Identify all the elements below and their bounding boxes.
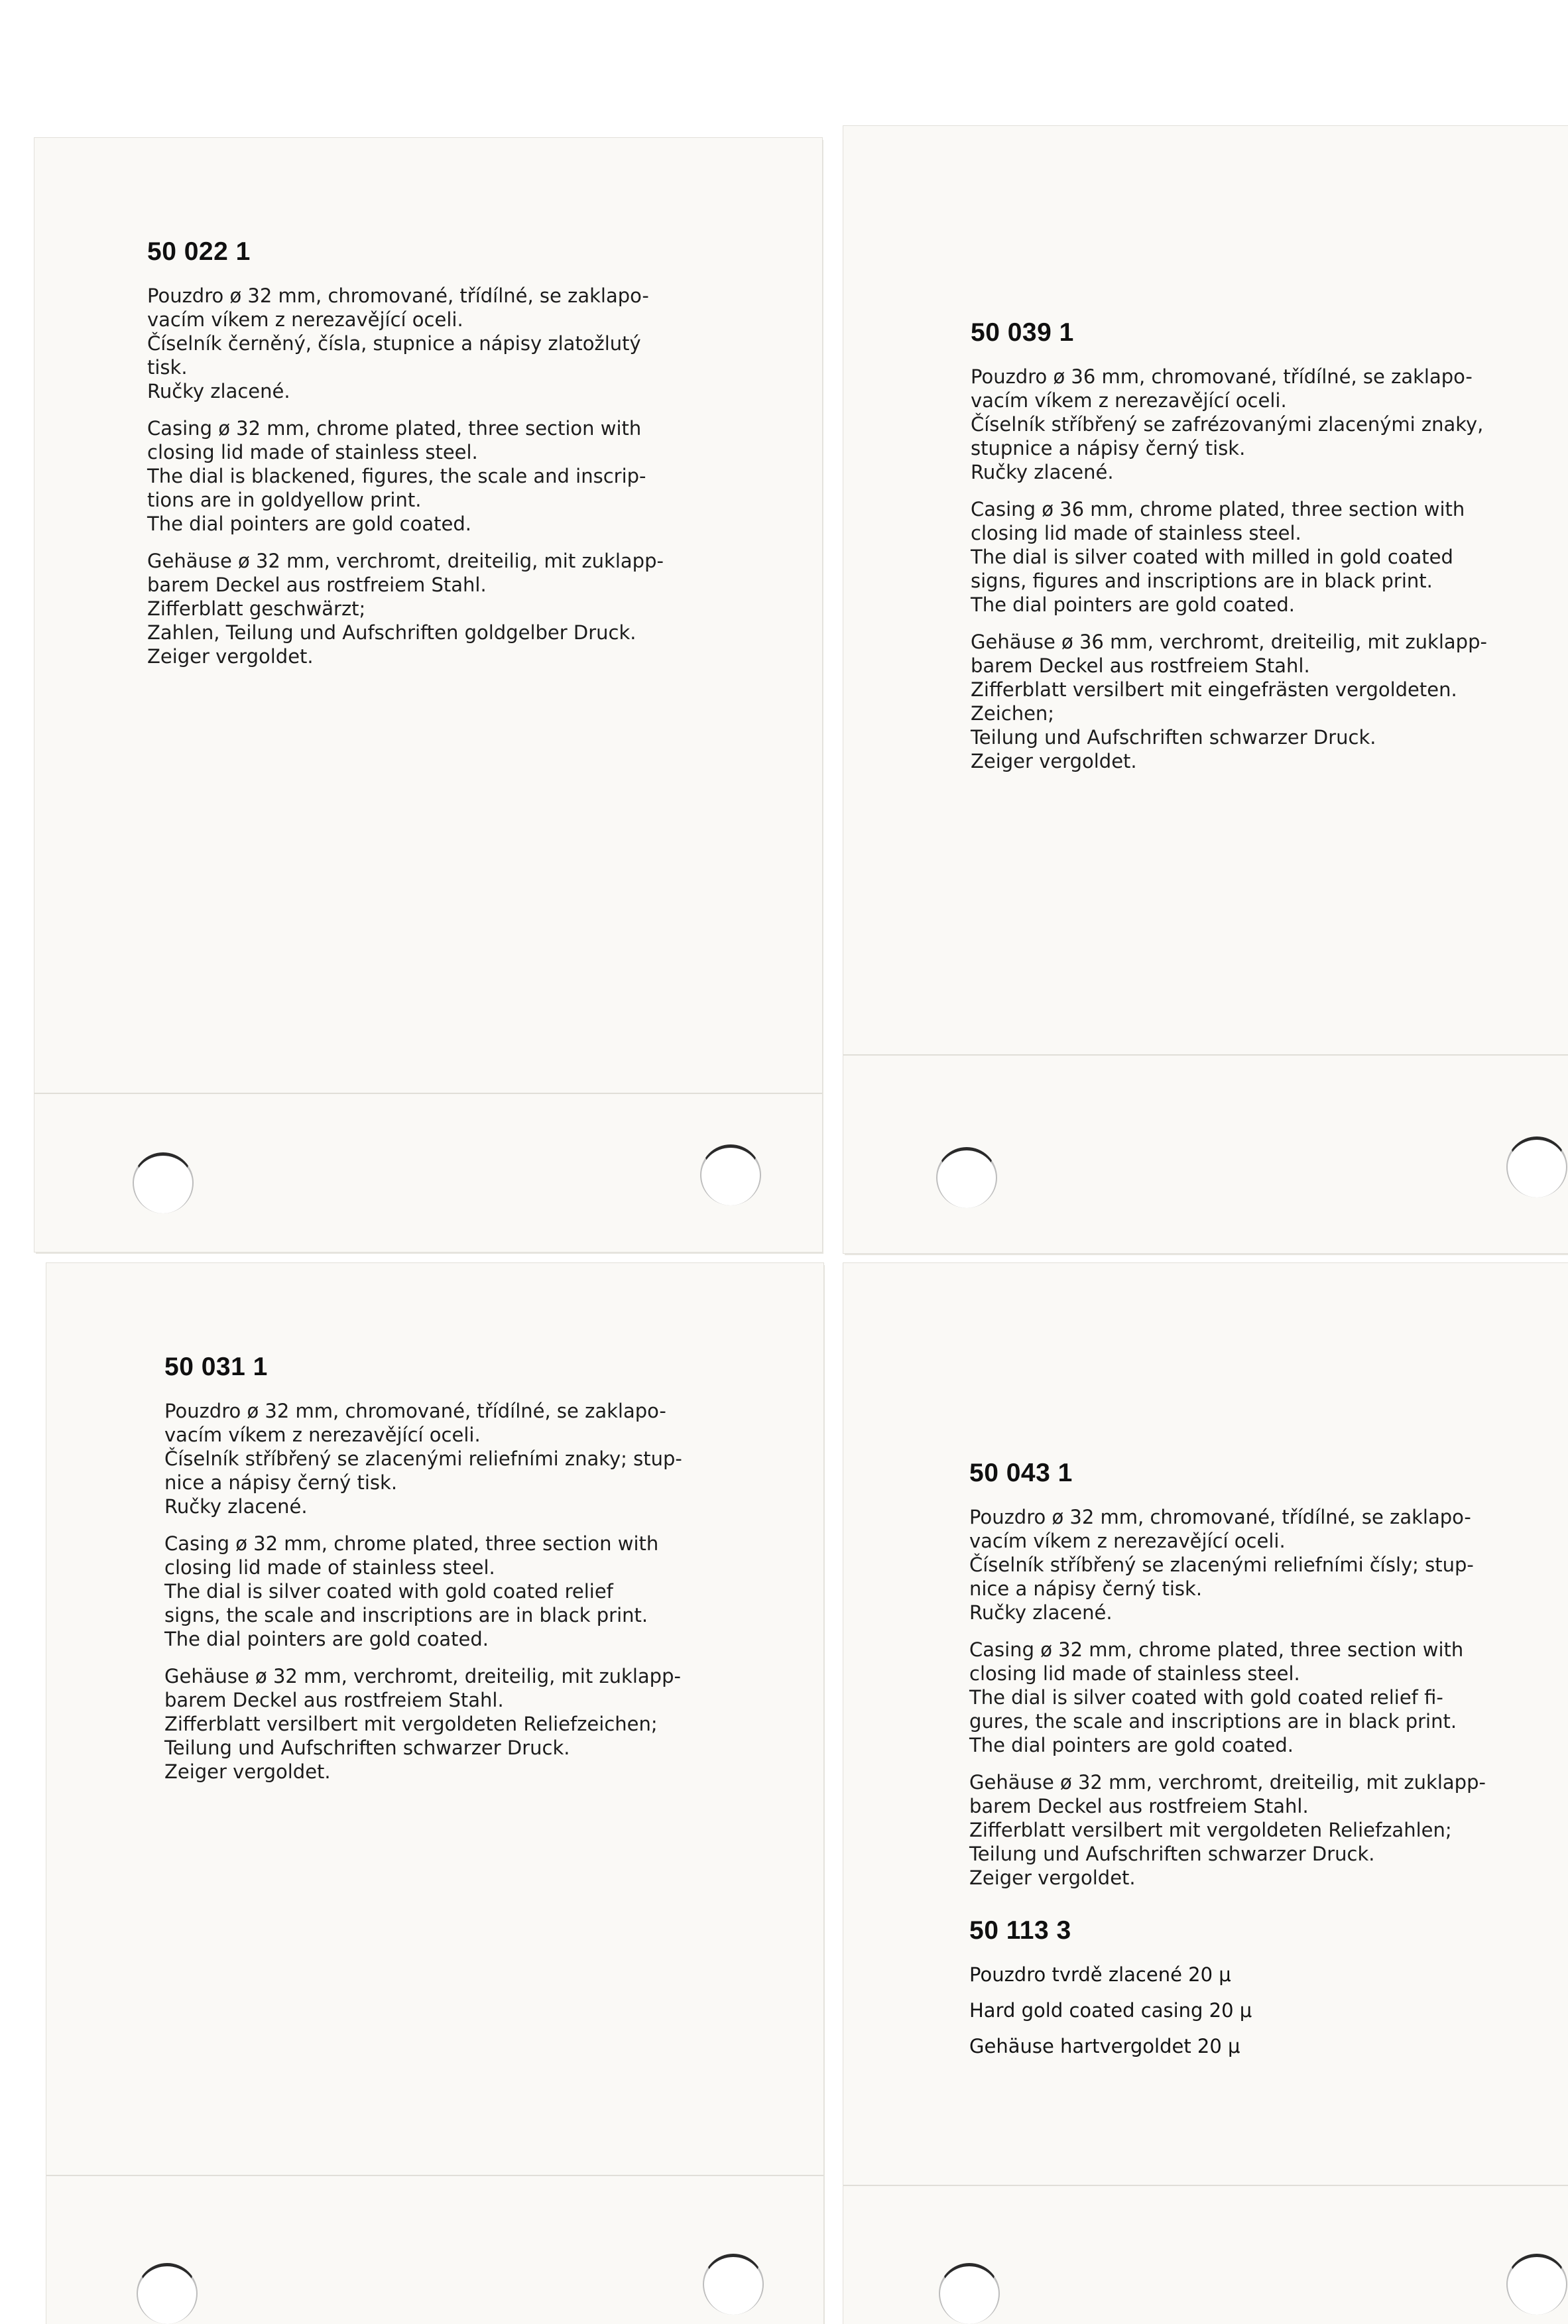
description-german: Gehäuse ø 32 mm, verchromt, dreiteilig, mit zuklapp- barem Deckel aus rostfreiem Stahl. Zifferblatt versilbert mit vergoldeten Reliefzahlen; Teilung und Aufschriften schwarzer Druck. Zeiger vergoldet. xyxy=(969,1771,1486,1889)
description-english: Casing ø 32 mm, chrome plated, three section with closing lid made of stainless steel. The dial is silver coated with gold coated relief signs, the scale and inscriptions are in black print. The dial pointers are gold coated. xyxy=(164,1532,659,1650)
product-code: 50 031 1 xyxy=(164,1353,268,1381)
description-english: Casing ø 36 mm, chrome plated, three section with closing lid made of stainless steel. The dial is silver coated with milled in gold coated signs, figures and inscriptions are in black print. The dial pointers are gold coated. xyxy=(971,498,1465,616)
card-text xyxy=(971,318,1559,786)
extra-description-english: Hard gold coated casing 20 μ xyxy=(969,1999,1252,2022)
description-czech: Pouzdro ø 32 mm, chromované, třídílné, se zaklapo- vacím víkem z nerezavějící oceli. Číselník stříbřený se zlacenými reliefními znaky; stup- nice a nápisy černý tisk. Ručky zlacené. xyxy=(164,1400,682,1518)
punch-hole-left xyxy=(133,1152,194,1213)
description-german: Gehäuse ø 32 mm, verchromt, dreiteilig, mit zuklapp- barem Deckel aus rostfreiem Stahl. Zifferblatt versilbert mit vergoldeten Reliefzeichen; Teilung und Aufschriften schwarzer Druck. Zeiger vergoldet. xyxy=(164,1665,681,1783)
punch-hole-left xyxy=(137,2263,198,2324)
card-text xyxy=(147,237,756,682)
punch-hole-right xyxy=(700,1144,761,1205)
product-code: 50 043 1 xyxy=(969,1459,1073,1487)
card-text xyxy=(164,1353,780,1797)
description-czech: Pouzdro ø 36 mm, chromované, třídílné, se zaklapo- vacím víkem z nerezavějící oceli. Číselník stříbřený se zafrézovanými zlacenými znaky, stupnice a nápisy černý tisk. Ručky zlacené. xyxy=(971,365,1484,483)
description-czech: Pouzdro ø 32 mm, chromované, třídílné, se zaklapo- vacím víkem z nerezavějící oceli. Číselník stříbřený se zlacenými reliefními čísly; stup- nice a nápisy černý tisk. Ručky zlacené. xyxy=(969,1506,1474,1624)
description-german: Gehäuse ø 32 mm, verchromt, dreiteilig, mit zuklapp- barem Deckel aus rostfreiem Stahl. Zifferblatt geschwärzt; Zahlen, Teilung und Aufschriften goldgelber Druck. Zeiger vergoldet. xyxy=(147,550,664,668)
punch-hole-right xyxy=(1506,1136,1567,1197)
description-english: Casing ø 32 mm, chrome plated, three section with closing lid made of stainless steel. The dial is silver coated with gold coated relief fi- gures, the scale and inscriptions are in black print. The dial pointers are gold coated. xyxy=(969,1638,1464,1756)
punch-hole-right xyxy=(703,2254,764,2315)
product-card-50-022-1 xyxy=(34,138,822,1252)
product-card-50-043-1 xyxy=(843,1263,1568,2324)
extra-description-german: Gehäuse hartvergoldet 20 μ xyxy=(969,2035,1240,2057)
description-czech: Pouzdro ø 32 mm, chromované, třídílné, se zaklapo- vacím víkem z nerezavějící oceli. Číselník černěný, čísla, stupnice a nápisy zlatožlutý tisk. Ručky zlacené. xyxy=(147,284,649,402)
product-code: 50 022 1 xyxy=(147,237,251,266)
extra-product-code: 50 113 3 xyxy=(969,1916,1071,1945)
extra-description-czech: Pouzdro tvrdě zlacené 20 μ xyxy=(969,1963,1231,1986)
description-english: Casing ø 32 mm, chrome plated, three section with closing lid made of stainless steel. The dial is blackened, figures, the scale and inscrip- tions are in goldyellow print. The dial pointers are gold coated. xyxy=(147,417,646,535)
product-card-50-039-1 xyxy=(843,126,1568,1253)
card-fold-line xyxy=(843,1054,1568,1056)
card-text xyxy=(969,1459,1559,2070)
card-fold-line xyxy=(46,2175,823,2176)
product-card-50-031-1 xyxy=(46,1263,823,2324)
punch-hole-left xyxy=(936,1147,997,1208)
product-code: 50 039 1 xyxy=(971,318,1074,347)
card-fold-line xyxy=(843,2185,1568,2186)
card-fold-line xyxy=(34,1093,822,1094)
punch-hole-left xyxy=(939,2263,1000,2324)
description-german: Gehäuse ø 36 mm, verchromt, dreiteilig, mit zuklapp- barem Deckel aus rostfreiem Stahl. Zifferblatt versilbert mit eingefrästen vergoldeten. Zeichen; Teilung und Aufschriften schwarzer Druck. Zeiger vergoldet. xyxy=(971,631,1487,772)
punch-hole-right xyxy=(1506,2254,1567,2315)
